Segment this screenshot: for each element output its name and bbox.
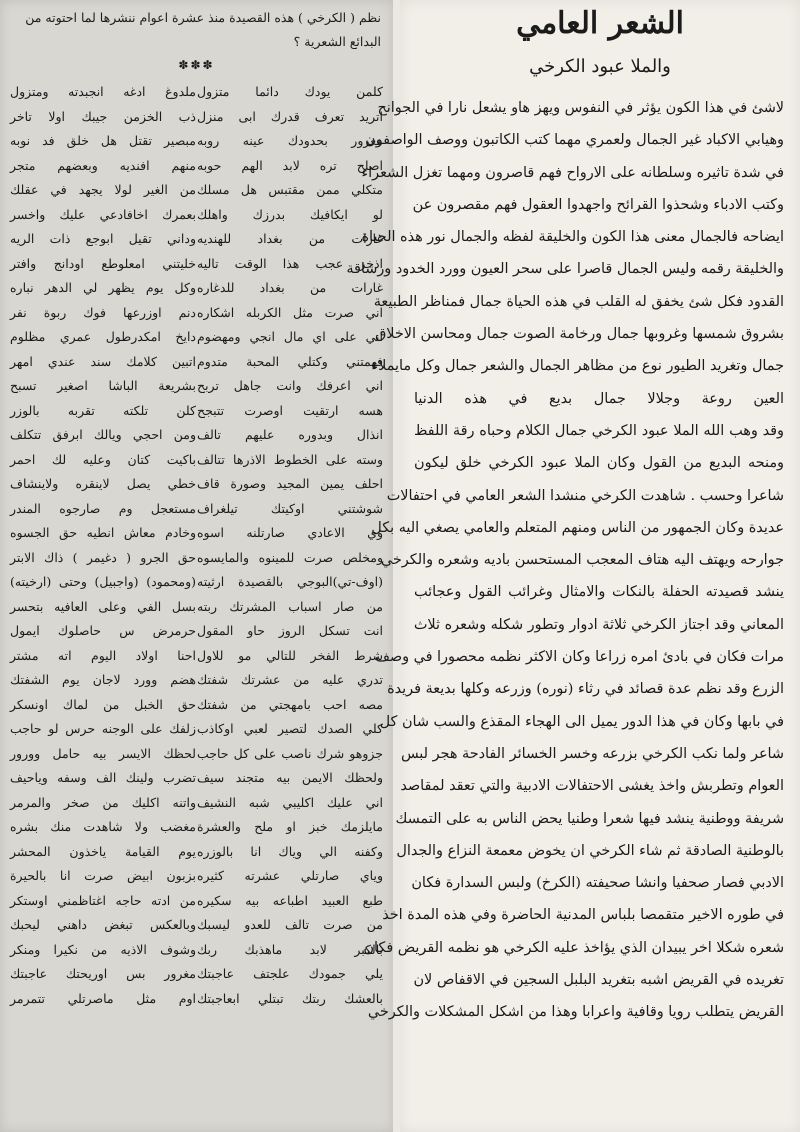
verse-first-hemistich: شرط الفخر للتالي مو للاول <box>197 647 383 663</box>
verse-row <box>8 619 385 644</box>
verse-first-hemistich: مصه احب بامهجتي من شفتك <box>197 696 383 712</box>
verse-second-hemistich: دايخ امكدرطول عمري مظلوم <box>10 329 196 344</box>
verse-second-hemistich: بسل الفي وعلى العافيه بتحسر <box>10 598 196 614</box>
verse-row <box>8 913 385 938</box>
verse-first-hemistich: اني صرت مثل الكربله اشكاره <box>197 304 383 320</box>
verse-first-hemistich: ولحظك الايمن بيه متجند سيف <box>197 770 383 785</box>
verse-second-hemistich: من ادته حاجه اغتاظمني اوستكر <box>10 892 196 908</box>
article-line: بشروق شمسها وغروبها جمال ورخامة الصوت جمال ومحاسن الاخلاق <box>375 326 784 343</box>
verse-row <box>8 840 385 865</box>
verse-second-hemistich: لحظك الايسر بيه حامل وورور <box>10 745 196 761</box>
verse-first-hemistich: اتريد تعرف قدرك ابى منزل <box>197 108 383 124</box>
poem-column <box>0 0 393 1132</box>
verse-first-hemistich: اذخر عجب هذا الوقت تاليه <box>197 255 383 271</box>
verse-row <box>8 987 385 1012</box>
verse-second-hemistich: مستعجل وم صارجوه المندر <box>10 500 196 516</box>
article-line: لاشئ في هذا الكون يؤثر في النفوس ويهز هاو يشعل نارا في الجوانح <box>377 100 784 116</box>
verse-second-hemistich: منهم افنديه وبعضهم متجر <box>10 157 196 173</box>
verse-second-hemistich: باكيت كتان وعليه لك احمر <box>10 451 196 467</box>
article-line: جمال وتغريد الطيور نوع من مظاهر الجمال والشعر جمال وكل مايملاء <box>371 358 784 375</box>
verse-row <box>8 791 385 816</box>
article-line: وكتب الادباء وشحذوا القرائح واجهدوا العقول فهم مقصرون عن <box>412 196 784 213</box>
verse-row <box>8 448 385 473</box>
verse-first-hemistich: بالعشك ربتك تبتلي ابعاجبتك <box>197 990 383 1006</box>
verse-first-hemistich: وسته على الخطوط الاذرها تتالف <box>197 451 383 467</box>
verse-row <box>8 80 385 105</box>
article-line: ومنحه البديع من القول وكان الملا عبود الكرخي خلق ليكون <box>414 455 784 472</box>
verse-row <box>8 423 385 448</box>
verse-row <box>8 742 385 767</box>
verse-second-hemistich: اوم مثل ماصرتلي تتمرمر <box>10 990 196 1006</box>
verse-second-hemistich: وكل يوم يظهر لي الدهر نباره <box>10 280 196 295</box>
verse-row <box>8 105 385 130</box>
article-line: وقد وهب الله الملا عبود الكرخي جمال الكلام وحباه رقة اللفظ <box>414 422 784 439</box>
verse-first-hemistich: من صرت تالف للعدو ليسبك <box>197 917 383 932</box>
article-body <box>346 92 784 1029</box>
verse-row <box>8 497 385 522</box>
verse-row <box>8 252 385 277</box>
article-line: تغريده في القريض اشبه بتغريد البلبل السجين في الاقفاص لان <box>413 972 784 989</box>
verse-first-hemistich: لو ايكافيك بدرزك واهلك <box>197 206 383 222</box>
verse-row <box>8 668 385 693</box>
verse-row <box>8 864 385 889</box>
verse-second-hemistich: واتنه اكليك من صخر والمرمر <box>10 794 196 810</box>
verse-first-hemistich: غارات من بغداد للدغاره <box>197 280 383 295</box>
verse-first-hemistich: طبع العبيد اطباعه بيه سكيره <box>197 892 383 908</box>
verse-row <box>8 815 385 840</box>
article-line: جوارحه ويهتف اليه هتاف المعجب المستحسن باديه وشعره والكرخي <box>380 552 784 569</box>
verse-second-hemistich: وخادم معاش انطيه حق الجسوه <box>10 525 196 540</box>
verse-row <box>8 276 385 301</box>
article-line: شاعرا وحسب . شاهدت الكرخي منشدا الشعر العامي في احتفالات <box>386 487 784 504</box>
article-line: مرات فكان في بادئ امره زراعا وكان الاكثر نظمه محصورا في وصف <box>374 649 784 666</box>
verse-second-hemistich: (ومحمود) (واجبيل) وحتى (ارخيته) <box>10 574 196 589</box>
article-line: القريض يتطلب رويا وقافية واعرابا وهذا من اشكل المشكلات والكرخي <box>367 1004 784 1021</box>
article-line: ايضاحه فالجمال معنى هذا الكون والخليقة لفظه والجمال نور هذه الحياة <box>361 229 784 246</box>
poem-introduction: نظم ( الكرخي ) هذه القصيدة منذ عشرة اعوام ننشرها لما احتوته من البدائع الشعرية ؟ <box>25 10 381 49</box>
verse-first-hemistich: متكلي ممن مقتبس هل مسلك <box>197 182 383 197</box>
verse-first-hemistich: بالكبر لابد ماهذبك ربك <box>197 941 383 957</box>
verse-row <box>8 325 385 350</box>
verse-first-hemistich: اني عليك اكليبي شبه النشيف <box>197 794 383 810</box>
verse-first-hemistich: وياي صارتلي عشرته كثيره <box>197 868 383 883</box>
poem-verses <box>8 80 385 1126</box>
verse-first-hemistich: اصلح تره لابد الهم حوبه <box>197 157 383 173</box>
verse-row <box>8 938 385 963</box>
article-line: وهيابي الاكباد غير الجمال ولعمري مهما كتب الكاتبون ووصف الواصفون <box>365 132 784 149</box>
verse-row <box>8 178 385 203</box>
article-line: في طوره الاخير متقمصا بلباس المدنية الحاضرة وفي هذه المدة اخذ <box>382 907 784 924</box>
article-line: في بابها وكان في هذا الدور يميل الى الهجاء المقذع والسب شان كل <box>379 713 784 730</box>
article-line: العين روعة وجلالا جمال بديع في هذه الدنيا <box>414 390 784 407</box>
verse-first-hemistich: شوشتني اوكيتك تيلغراف <box>197 500 383 516</box>
verse-row <box>8 399 385 424</box>
verse-first-hemistich: مغرور بحدودك عينه روبه <box>197 133 383 148</box>
verse-second-hemistich: بزبون ابيض صرت انا بالحيرة <box>10 868 196 883</box>
verse-row <box>8 644 385 669</box>
verse-row <box>8 203 385 228</box>
verse-second-hemistich: كلن تلكته تقربه بالوزر <box>10 402 196 418</box>
verse-row <box>8 129 385 154</box>
verse-second-hemistich: مغرور بس اوريحتك عاجبتك <box>10 966 196 981</box>
article-line: المعاني وقد اجتاز الكرخي ثلاثة ادوار وتطور شكله وشعره ثلاث <box>413 616 784 633</box>
verse-first-hemistich: انذال وبدوره عليهم تالف <box>197 427 383 442</box>
verse-first-hemistich: وي الاعادي صارتلنه اسوه <box>197 525 383 540</box>
article-line: شعره شكلا اخر يبيدان الذي يؤاخذ عليه الكرخي هو نظمه القريض فكان <box>363 939 784 956</box>
verse-second-hemistich: تضرب ولينك الف وسفه وياحيف <box>10 770 196 785</box>
verse-first-hemistich: من صار اسباب المشرتك ربته <box>197 598 383 614</box>
article-line: ينشد قصيدته الحفلة بالنكات والامثال وغرائب القول وعجائب <box>414 584 784 601</box>
verse-second-hemistich: وداني تقيل ابوجع ذات الريه <box>10 231 196 246</box>
verse-first-hemistich: ومخلص صرت للمينوه والمايسوه <box>197 549 383 565</box>
article-line: والخليقة رقمه وليس الجمال قاصرا على سحر العيون وورد الخدود ورشاقة <box>346 261 784 278</box>
verse-second-hemistich: ذب الخزمن جيبك اولا تاخر <box>10 108 196 124</box>
verse-second-hemistich: خطي يصل لاينقره ولاينشاف <box>10 476 196 491</box>
verse-row <box>8 766 385 791</box>
verse-second-hemistich: وشوف الاذيه من نكيرا ومنكر <box>10 941 196 957</box>
verse-row <box>8 374 385 399</box>
verse-first-hemistich: اني على اي مال انجي ومهضوم <box>197 329 383 344</box>
verse-first-hemistich: وكفنه الي وياك انا بالوزره <box>197 843 383 859</box>
verse-second-hemistich: وبالعكس تبغض داهني ليحبك <box>10 917 196 932</box>
article-line: شريفة ووطنية ينشد فيها شعرا وطنيا يحض الناس به على التمسك <box>395 810 784 827</box>
verse-second-hemistich: هضم وورد لاجان يوم الشفتك <box>10 672 196 687</box>
verse-first-hemistich: اني اعرفك وانت جاهل تربح <box>197 378 383 393</box>
verse-row <box>8 301 385 326</box>
verse-row <box>8 570 385 595</box>
verse-second-hemistich: مغضب ولا شاهدت منك بشره <box>10 819 196 834</box>
verse-first-hemistich: هسه ارتقيت اوصرت تتبجح <box>197 402 383 418</box>
article-line: بالوطنية الصادقة ثم شاء الكرخي ان يخوض معمعة النزاع والجدال <box>396 842 784 859</box>
verse-second-hemistich: دنم اوزرعها فوك ربوة نفر <box>10 304 196 320</box>
verse-second-hemistich: اتبين كلامك سند عندي امهر <box>10 353 196 369</box>
verse-second-hemistich: مبصير تقتل هل خلق فد نوبه <box>10 133 196 148</box>
verse-first-hemistich: مايلزمك خبز او ملح والعشرة <box>197 819 383 834</box>
verse-first-hemistich: احلف يمين المجيد وصورة قاف <box>197 476 383 491</box>
verse-row <box>8 546 385 571</box>
verse-second-hemistich: يوم القيامة ياخذون المحشر <box>10 843 196 859</box>
verse-first-hemistich: تدري عليه من عشرتك شفتك <box>197 672 383 687</box>
verse-first-hemistich: يلي جمودك علجتف عاجبتك <box>197 966 383 981</box>
verse-second-hemistich: بعمرك اخافادعي عليك واخسر <box>10 206 196 222</box>
verse-row <box>8 889 385 914</box>
verse-row <box>8 521 385 546</box>
verse-first-hemistich: فهمتني وكتلي المحبة متدوم <box>197 353 383 369</box>
verse-second-hemistich: ملدوغ ادغه انجبدته ومتزول <box>10 84 196 99</box>
verse-first-hemistich: غارات من بغداد للهنديه <box>197 231 383 246</box>
article-subtitle: والملا عبود الكرخي <box>529 56 671 77</box>
verse-row <box>8 717 385 742</box>
article-line: الادبي فصار صحفيا وانشا صحيفته (الكرخ) ولبس السدارة فكان <box>411 875 784 892</box>
verse-second-hemistich: زلفك على الوجنه حرس لو حاجب <box>10 721 196 736</box>
verse-row <box>8 693 385 718</box>
verse-first-hemistich: (اوف-تي)البوجي بالقصيدة ارثيته <box>197 574 383 589</box>
article-line: شاعر ولما نكب الكرخي بزرعه وخسر الخسائر الفادحة هجر لبس <box>400 745 784 762</box>
article-line: القدود فكل شئ يخفق له القلب في هذه الحياة جمال فمناظر الطبيعة <box>373 293 784 310</box>
article-column <box>346 0 800 1132</box>
article-line: عديدة وكان الجمهور من الناس ومنهم المتعلم والعامي يصغي اليه بكل <box>371 519 784 536</box>
verse-second-hemistich: خليتني امعلوطع اودانج وافتر <box>10 255 196 271</box>
verse-second-hemistich: من الغير لولا يجهد في عقلك <box>10 182 196 197</box>
verse-row <box>8 472 385 497</box>
article-line: العوام وتطربش واخذ يغشى الاحتفالات الادبية والتي تعقد لمقاصد <box>400 778 784 795</box>
verse-row <box>8 962 385 987</box>
verse-second-hemistich: احنا اولاد اليوم اته مشتر <box>10 647 196 663</box>
verse-second-hemistich: حق الخبل من لماك اونسكر <box>10 696 196 712</box>
article-line: الزرع وقد نظم عدة قصائد في رثاء (نوره) وزرعه وكلها بديعة فريدة <box>387 681 784 698</box>
verse-first-hemistich: جزوهو شرك ناصب على كل حاجب <box>197 745 383 761</box>
article-line: في شدة تاثيره وسلطانه على الارواح فهم قاصرون ومهما تغزل الشعراء <box>361 164 784 181</box>
verse-second-hemistich: حق الجرو ( دغيمر ) ذاك الابتر <box>10 549 196 565</box>
verse-row <box>8 227 385 252</box>
verse-row <box>8 154 385 179</box>
verse-first-hemistich: انت تسكل الروز حاو المقول <box>197 623 383 638</box>
verse-first-hemistich: كلي الصدك لتصير لعبي اوكاذب <box>197 721 383 736</box>
verse-first-hemistich: كلمن يودك دائما متزول <box>197 84 383 99</box>
verse-second-hemistich: بشريعة الباشا اصغير تسبح <box>10 378 196 393</box>
verse-second-hemistich: ومن احجي ويالك ابرفق تتكلف <box>10 427 196 442</box>
verse-row <box>8 350 385 375</box>
ornament-separator: ✽✽✽ <box>178 58 215 72</box>
verse-second-hemistich: حرمرض س حاصلوك ايمول <box>10 623 196 638</box>
verse-row <box>8 595 385 620</box>
article-title: الشعر العامي <box>516 6 684 41</box>
